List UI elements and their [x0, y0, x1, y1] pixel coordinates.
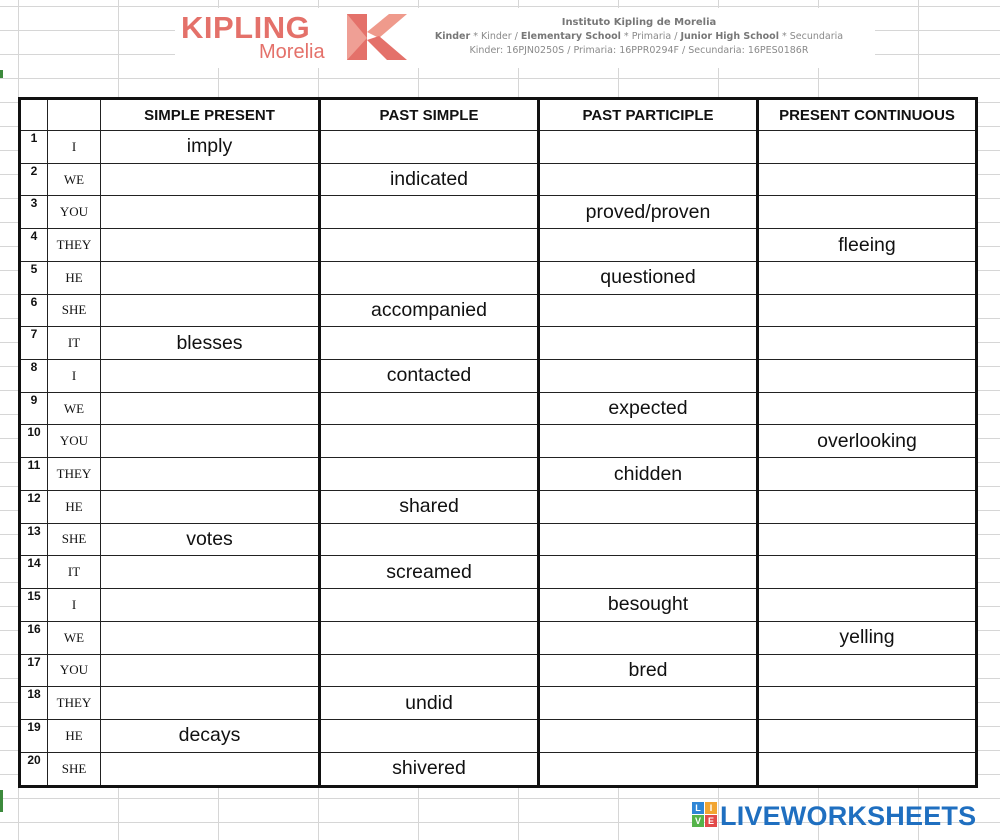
simple-present-cell[interactable] [101, 294, 320, 327]
table-row [20, 327, 977, 360]
past-simple-cell: contacted [320, 360, 539, 393]
header-simple-present: SIMPLE PRESENT [101, 99, 320, 131]
past-participle-cell: bred [539, 654, 758, 687]
row-pronoun: SHE [48, 294, 101, 327]
table-row [20, 719, 977, 752]
simple-present-cell[interactable] [101, 360, 320, 393]
row-number: 16 [20, 621, 48, 654]
level-junior-en: Junior High School [680, 31, 779, 42]
past-participle-cell[interactable] [539, 229, 758, 262]
present-continuous-cell[interactable] [758, 294, 977, 327]
past-participle-cell[interactable] [539, 490, 758, 523]
row-number: 3 [20, 196, 48, 229]
row-number: 18 [20, 687, 48, 720]
simple-present-cell[interactable] [101, 654, 320, 687]
past-participle-cell: chidden [539, 458, 758, 491]
present-continuous-cell: fleeing [758, 229, 977, 262]
table-row [20, 360, 977, 393]
table-row [20, 556, 977, 589]
present-continuous-cell: yelling [758, 621, 977, 654]
sheet-edge-mark-top [0, 70, 3, 78]
present-continuous-cell[interactable] [758, 392, 977, 425]
row-number: 19 [20, 719, 48, 752]
simple-present-cell[interactable] [101, 752, 320, 786]
past-participle-cell[interactable] [539, 523, 758, 556]
past-simple-cell[interactable] [320, 425, 539, 458]
present-continuous-cell[interactable] [758, 654, 977, 687]
row-number: 10 [20, 425, 48, 458]
institute-name: Instituto Kipling de Morelia [561, 17, 717, 28]
row-pronoun: YOU [48, 196, 101, 229]
kipling-k-logo-icon [345, 12, 407, 62]
simple-present-cell[interactable] [101, 490, 320, 523]
past-simple-cell: shivered [320, 752, 539, 786]
present-continuous-cell[interactable] [758, 490, 977, 523]
row-number: 20 [20, 752, 48, 786]
simple-present-cell[interactable] [101, 458, 320, 491]
past-simple-cell[interactable] [320, 327, 539, 360]
past-simple-cell[interactable] [320, 719, 539, 752]
past-simple-cell[interactable] [320, 229, 539, 262]
simple-present-cell[interactable] [101, 589, 320, 622]
header-past-participle: PAST PARTICIPLE [539, 99, 758, 131]
table-row [20, 163, 977, 196]
row-number: 12 [20, 490, 48, 523]
simple-present-cell: decays [101, 719, 320, 752]
present-continuous-cell[interactable] [758, 458, 977, 491]
past-simple-cell[interactable] [320, 621, 539, 654]
past-participle-cell: besought [539, 589, 758, 622]
past-simple-cell: indicated [320, 163, 539, 196]
row-number: 6 [20, 294, 48, 327]
past-participle-cell: expected [539, 392, 758, 425]
simple-present-cell: imply [101, 131, 320, 164]
row-pronoun: YOU [48, 654, 101, 687]
simple-present-cell[interactable] [101, 425, 320, 458]
row-pronoun: YOU [48, 425, 101, 458]
row-number: 13 [20, 523, 48, 556]
row-pronoun: HE [48, 261, 101, 294]
row-number: 11 [20, 458, 48, 491]
table-row [20, 687, 977, 720]
past-participle-cell: proved/proven [539, 196, 758, 229]
level-kinder-es: Kinder [480, 31, 512, 42]
simple-present-cell[interactable] [101, 163, 320, 196]
table-row [20, 392, 977, 425]
header-pronoun [48, 99, 101, 131]
simple-present-cell[interactable] [101, 687, 320, 720]
present-continuous-cell[interactable] [758, 719, 977, 752]
table-row [20, 229, 977, 262]
liveworksheets-wordmark: LIVEWORKSHEETS [720, 801, 977, 831]
verb-tenses-table [18, 97, 978, 788]
present-continuous-cell[interactable] [758, 556, 977, 589]
level-elementary-en: Elementary School [520, 31, 621, 42]
table-row [20, 490, 977, 523]
row-number: 15 [20, 589, 48, 622]
table-row [20, 294, 977, 327]
present-continuous-cell[interactable] [758, 687, 977, 720]
table-row [20, 589, 977, 622]
past-simple-cell: accompanied [320, 294, 539, 327]
level-elementary-es: Primaria [631, 31, 672, 42]
simple-present-cell[interactable] [101, 621, 320, 654]
row-pronoun: HE [48, 490, 101, 523]
table-row [20, 261, 977, 294]
liveworksheets-letter-box: L [692, 802, 704, 814]
past-participle-cell[interactable] [539, 327, 758, 360]
row-pronoun: WE [48, 621, 101, 654]
present-continuous-cell[interactable] [758, 589, 977, 622]
level-junior-es: Secundaria [789, 31, 844, 42]
past-simple-cell: shared [320, 490, 539, 523]
row-pronoun: THEY [48, 229, 101, 262]
table-row [20, 654, 977, 687]
past-simple-cell[interactable] [320, 589, 539, 622]
present-continuous-cell[interactable] [758, 261, 977, 294]
row-number: 4 [20, 229, 48, 262]
liveworksheets-letter-box: I [705, 802, 717, 814]
row-number: 14 [20, 556, 48, 589]
table-header-row [20, 99, 977, 131]
row-pronoun: SHE [48, 523, 101, 556]
liveworksheets-letter-box: E [705, 815, 717, 827]
kipling-logo [181, 10, 411, 68]
row-pronoun: IT [48, 556, 101, 589]
table-row [20, 425, 977, 458]
past-participle-cell[interactable] [539, 163, 758, 196]
row-number: 7 [20, 327, 48, 360]
school-header [175, 8, 875, 68]
past-simple-cell[interactable] [320, 131, 539, 164]
past-participle-cell[interactable] [539, 294, 758, 327]
past-participle-cell: questioned [539, 261, 758, 294]
row-number: 8 [20, 360, 48, 393]
table-row [20, 621, 977, 654]
past-participle-cell[interactable] [539, 131, 758, 164]
past-participle-cell[interactable] [539, 752, 758, 786]
row-pronoun: IT [48, 327, 101, 360]
institute-codes: Kinder: 16PJN0250S / Primaria: 16PPR0294F / Secundaria: 16PES0186R [469, 45, 809, 56]
past-participle-cell[interactable] [539, 687, 758, 720]
table-row [20, 458, 977, 491]
table-body [20, 131, 977, 787]
header-past-simple: PAST SIMPLE [320, 99, 539, 131]
logo-subtitle: Morelia [259, 41, 325, 63]
row-pronoun: I [48, 360, 101, 393]
past-participle-cell[interactable] [539, 719, 758, 752]
present-continuous-cell[interactable] [758, 360, 977, 393]
present-continuous-cell[interactable] [758, 327, 977, 360]
row-number: 1 [20, 131, 48, 164]
simple-present-cell[interactable] [101, 392, 320, 425]
header-present-continuous: PRESENT CONTINUOUS [758, 99, 977, 131]
institute-info [419, 16, 859, 58]
row-pronoun: WE [48, 163, 101, 196]
row-number: 9 [20, 392, 48, 425]
past-simple-cell[interactable] [320, 458, 539, 491]
row-pronoun: THEY [48, 687, 101, 720]
row-number: 17 [20, 654, 48, 687]
header-number [20, 99, 48, 131]
present-continuous-cell[interactable] [758, 196, 977, 229]
past-participle-cell[interactable] [539, 556, 758, 589]
row-pronoun: HE [48, 719, 101, 752]
logo-word: KIPLING [181, 10, 311, 45]
level-kinder-en: Kinder [434, 31, 471, 42]
past-simple-cell[interactable] [320, 392, 539, 425]
past-simple-cell[interactable] [320, 196, 539, 229]
row-pronoun: WE [48, 392, 101, 425]
row-pronoun: I [48, 131, 101, 164]
past-simple-cell: undid [320, 687, 539, 720]
sheet-edge-mark-bottom [0, 790, 3, 812]
simple-present-cell: blesses [101, 327, 320, 360]
simple-present-cell[interactable] [101, 556, 320, 589]
table-row [20, 131, 977, 164]
past-participle-cell[interactable] [539, 360, 758, 393]
past-simple-cell[interactable] [320, 261, 539, 294]
present-continuous-cell[interactable] [758, 752, 977, 786]
simple-present-cell[interactable] [101, 261, 320, 294]
present-continuous-cell[interactable] [758, 163, 977, 196]
present-continuous-cell[interactable] [758, 523, 977, 556]
row-pronoun: I [48, 589, 101, 622]
table-row [20, 752, 977, 786]
institute-levels: Kinder * Kinder / Elementary School * Primaria / Junior High School * Secundaria [434, 31, 844, 42]
past-participle-cell[interactable] [539, 425, 758, 458]
table-row [20, 196, 977, 229]
past-simple-cell[interactable] [320, 654, 539, 687]
simple-present-cell: votes [101, 523, 320, 556]
present-continuous-cell: overlooking [758, 425, 977, 458]
past-simple-cell[interactable] [320, 523, 539, 556]
liveworksheets-letter-box: V [692, 815, 704, 827]
row-number: 2 [20, 163, 48, 196]
simple-present-cell[interactable] [101, 196, 320, 229]
past-participle-cell[interactable] [539, 621, 758, 654]
past-simple-cell: screamed [320, 556, 539, 589]
row-number: 5 [20, 261, 48, 294]
simple-present-cell[interactable] [101, 229, 320, 262]
present-continuous-cell[interactable] [758, 131, 977, 164]
row-pronoun: SHE [48, 752, 101, 786]
table-row [20, 523, 977, 556]
row-pronoun: THEY [48, 458, 101, 491]
